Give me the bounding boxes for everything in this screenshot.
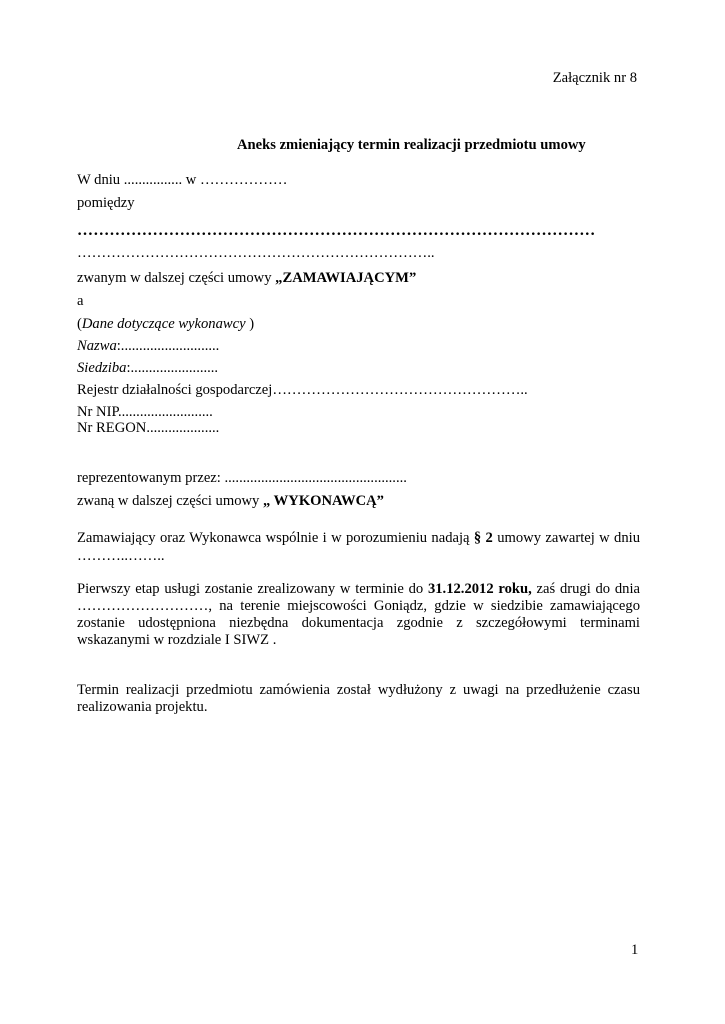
ordering-party-name: „ZAMAWIAJĄCYM” bbox=[275, 270, 417, 286]
paragraph-2-text-a: Pierwszy etap usługi zostanie zrealizowany w terminie do bbox=[77, 581, 428, 597]
paragraph-1-text-a: Zamawiający oraz Wykonawca wspólnie i w porozumieniu nadają bbox=[77, 530, 474, 546]
represented-line: reprezentowanym przez: .................................................. bbox=[77, 470, 407, 486]
paragraph-2-line-1 bbox=[77, 580, 640, 598]
paragraph-3-line-2: realizowania projektu. bbox=[77, 699, 208, 715]
registry-line: Rejestr działalności gospodarczej…………………………………………….. bbox=[77, 382, 528, 398]
contractor-heading: (Dane dotyczące wykonawcy ) bbox=[77, 316, 255, 332]
paragraph-1-section-ref: § 2 bbox=[473, 530, 493, 546]
seat-line bbox=[77, 359, 218, 377]
name-line bbox=[77, 337, 219, 355]
ordering-party-line bbox=[77, 269, 416, 287]
paragraph-2-text-b: zaś drugi do dnia bbox=[531, 581, 640, 597]
page-number: 1 bbox=[631, 942, 639, 958]
contractor-line bbox=[77, 492, 384, 510]
name-label: Nazwa bbox=[77, 338, 117, 354]
regon-line: Nr REGON.................... bbox=[77, 420, 220, 436]
paragraph-2-line-3: zostanie udostępniona niezbędna dokumentacja zgodnie z szczegółowymi terminami bbox=[77, 615, 640, 631]
between-word: pomiędzy bbox=[77, 195, 135, 211]
paragraph-1-text-b: umowy zawartej w dniu bbox=[492, 530, 640, 546]
contractor-heading-text: Dane dotyczące wykonawcy bbox=[81, 316, 246, 332]
nip-line: Nr NIP.......................... bbox=[77, 404, 213, 420]
paragraph-2-deadline: 31.12.2012 roku, bbox=[427, 581, 532, 597]
paragraph-2-line-2: ………………………, na terenie miejscowości Goniądz, gdzie w siedzibie zamawiającego bbox=[77, 598, 640, 614]
ordering-party-dots-2: ……………………………………………………………….. bbox=[77, 245, 435, 261]
name-dots: :........................... bbox=[116, 338, 220, 354]
document-title: Aneks zmieniający termin realizacji przedmiotu umowy bbox=[237, 137, 586, 153]
contractor-name: „ WYKONAWCĄ” bbox=[263, 493, 384, 509]
paragraph-3-line-1: Termin realizacji przedmiotu zamówienia został wydłużony z uwagi na przedłużenie czasu bbox=[77, 682, 640, 698]
paragraph-1-line-2: ………..…….. bbox=[77, 548, 165, 564]
contractor-prefix: zwaną w dalszej części umowy bbox=[77, 493, 263, 509]
seat-label: Siedziba bbox=[77, 360, 127, 376]
date-line: W dniu ................ w ……………… bbox=[77, 172, 288, 188]
annex-label: Załącznik nr 8 bbox=[552, 70, 637, 86]
and-word: a bbox=[77, 293, 84, 309]
seat-dots: :........................ bbox=[126, 360, 219, 376]
ordering-party-dots: …………………………………………………………………………………… bbox=[77, 222, 596, 239]
paragraph-1-line-1 bbox=[77, 529, 640, 547]
ordering-party-prefix: zwanym w dalszej części umowy bbox=[77, 270, 276, 286]
paragraph-2-line-4: wskazanymi w rozdziale I SIWZ . bbox=[77, 632, 277, 648]
